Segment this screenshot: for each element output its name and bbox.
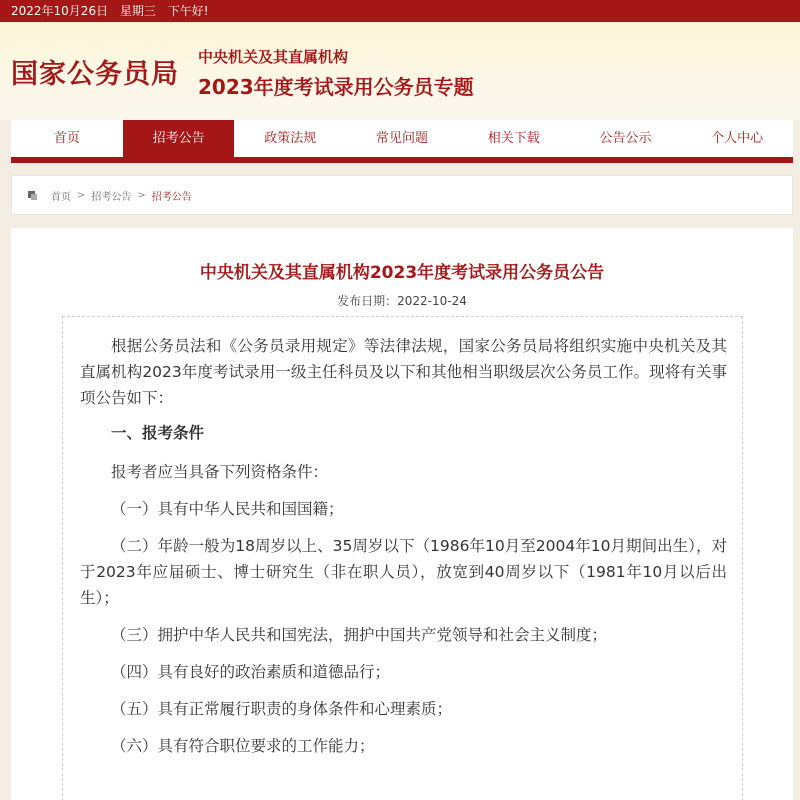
breadcrumb-section[interactable]: 招考公告 xyxy=(91,191,132,203)
article-title: 中央机关及其直属机构2023年度考试录用公务员公告 xyxy=(199,263,605,283)
nav-item-announcements[interactable]: 招考公告 xyxy=(123,120,235,157)
greeting-text: 下午好! xyxy=(167,4,209,18)
article-body xyxy=(62,316,743,800)
article-paragraph: （六）具有符合职位要求的工作能力； xyxy=(111,737,375,755)
article-section-heading: 一、报考条件 xyxy=(111,424,205,442)
article-container xyxy=(11,228,793,800)
article-paragraph: 报考者应当具备下列资格条件： xyxy=(111,463,329,481)
nav-item-home[interactable]: 首页 xyxy=(53,131,80,146)
nav-item-faq[interactable]: 常见问题 xyxy=(376,131,429,146)
breadcrumb-separator: > xyxy=(137,189,146,201)
article-date-value: 2022-10-24 xyxy=(397,294,467,308)
site-header xyxy=(0,22,800,120)
top-status-bar xyxy=(0,0,800,22)
nav-item-notices[interactable]: 公告公示 xyxy=(599,131,652,146)
breadcrumb-current: 招考公告 xyxy=(151,191,192,203)
current-weekday: 星期三 xyxy=(119,4,156,18)
article-date xyxy=(11,292,793,309)
special-title: 2023年度考试录用公务员专题 xyxy=(198,75,474,99)
nav-item-policies[interactable]: 政策法规 xyxy=(264,131,317,146)
article-paragraph: （三）拥护中华人民共和国宪法，拥护中国共产党领导和社会主义制度； xyxy=(111,626,608,644)
home-icon xyxy=(28,191,37,200)
special-subtitle: 中央机关及其直属机构 xyxy=(198,48,349,66)
breadcrumb-home[interactable]: 首页 xyxy=(51,191,71,203)
article-date-label: 发布日期： xyxy=(337,294,398,308)
site-logo[interactable]: 国家公务员局 xyxy=(11,59,179,90)
nav-item-downloads[interactable]: 相关下载 xyxy=(487,131,540,146)
article-paragraph: （四）具有良好的政治素质和道德品行； xyxy=(111,663,391,681)
breadcrumb-separator: > xyxy=(77,189,86,201)
article-paragraph: （二）年龄一般为18周岁以上、35周岁以下（1986年10月至2004年10月期间出生），对于2023年应届硕士、博士研究生（非在职人员），放宽到40周岁以下（1981年10月以后出生）； xyxy=(80,537,727,607)
article-paragraph: （五）具有正常履行职责的身体条件和心理素质； xyxy=(111,700,453,718)
nav-item-personal-center[interactable]: 个人中心 xyxy=(711,131,764,146)
main-nav xyxy=(11,120,793,163)
current-date: 2022年10月26日 xyxy=(11,4,109,18)
breadcrumb xyxy=(11,175,793,215)
article-paragraph: 根据公务员法和《公务员录用规定》等法律法规，国家公务员局将组织实施中央机关及其直属机构2023年度考试录用一级主任科员及以下和其他相当职级层次公务员工作。现将有关事项公告如下： xyxy=(80,337,727,407)
article-paragraph: （一）具有中华人民共和国国籍； xyxy=(111,500,344,518)
